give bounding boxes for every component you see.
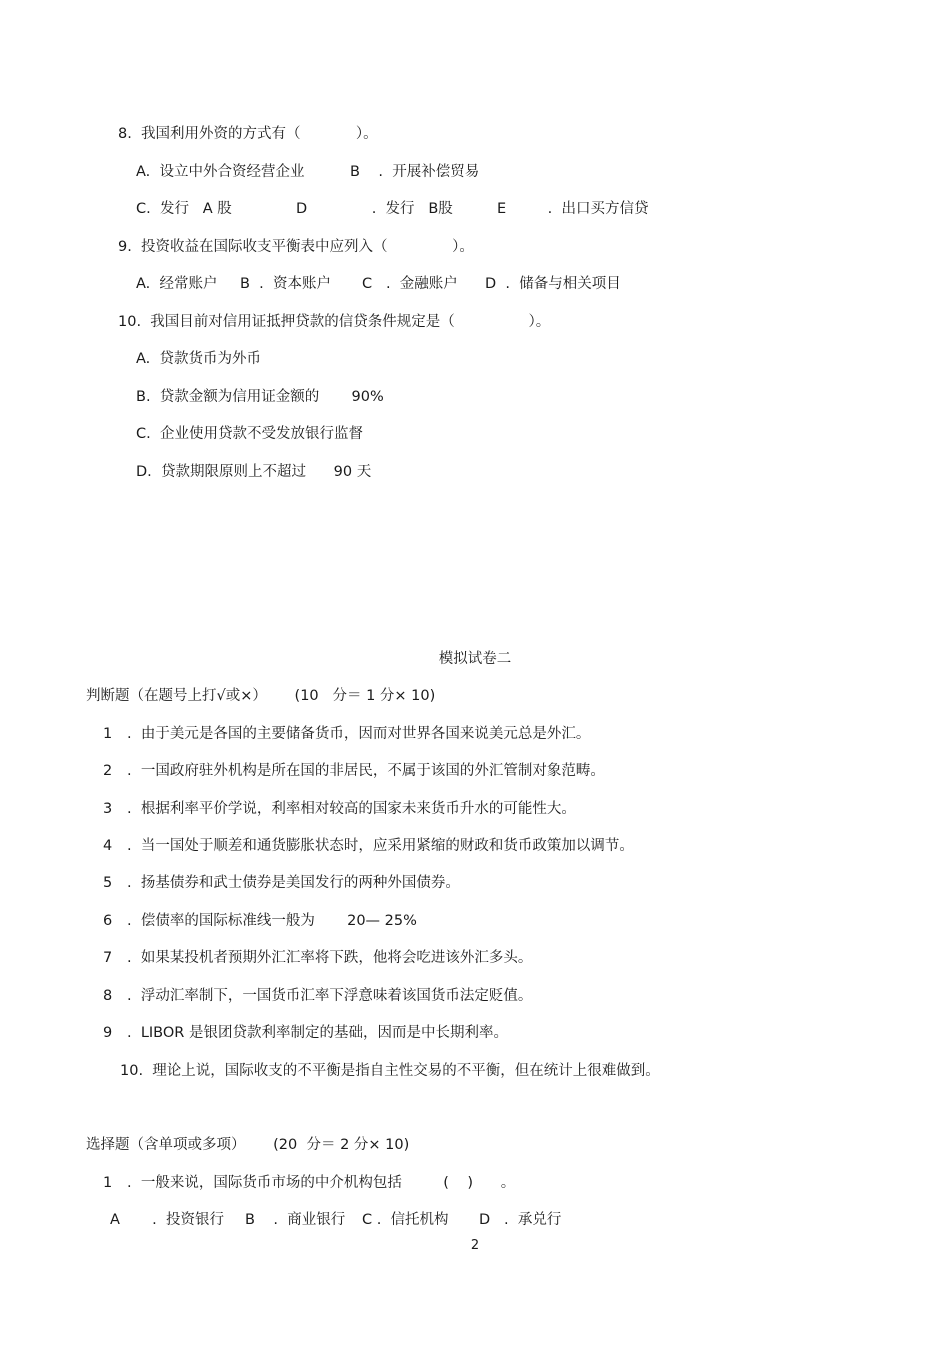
question-8-option-b: B . 开展补偿贸易 [350,164,480,180]
judge-item-text: . 如果某投机者预期外汇汇率将下跌，他将会吃进该外汇多头。 [127,950,533,966]
question-8-option-c: C. 发行 A 股 [136,201,232,217]
judge-item-text: . 偿债率的国际标准线一般为 20— 25% [127,913,417,929]
judge-item-text: . 一国政府驻外机构是所在国的非居民，不属于该国的外汇管制对象范畴。 [127,763,605,779]
judge-item-text: . 根据利率平价学说，利率相对较高的国家未来货币升水的可能性大。 [127,801,576,817]
judge-item-number: 2 [103,763,113,779]
judge-item-text: . 浮动汇率制下，一国货币汇率下浮意味着该国货币法定贬值。 [127,988,533,1004]
judge-item-number: 4 [103,838,113,854]
choice-question-1-option-d: D . 承兑行 [479,1212,562,1228]
judge-item-text: . 扬基债券和武士债券是美国发行的两种外国债券。 [127,875,460,891]
question-8-option-e: E . 出口买方信贷 [497,201,649,217]
question-9-option-a: A. 经常账户 [136,276,218,292]
question-10-option-a: A. 贷款货币为外币 [136,351,261,367]
choice-section-heading: 选择题（含单项或多项） (20 分＝ 2 分× 10) [86,1137,410,1153]
question-9-option-c: C . 金融账户 [362,276,458,292]
question-9-option-b: B . 资本账户 [240,276,331,292]
question-8-option-d: D . 发行 B股 [296,201,453,217]
question-8-option-a: A. 设立中外合资经营企业 [136,164,305,180]
judge-item-number: 3 [103,801,113,817]
judge-item-10: 10. 理论上说，国际收支的不平衡是指自主性交易的不平衡，但在统计上很难做到。 [120,1063,660,1079]
judge-item-text: . LIBOR 是银团贷款利率制定的基础，因而是中长期利率。 [127,1025,508,1041]
judge-item-text: . 由于美元是各国的主要储备货币，因而对世界各国来说美元总是外汇。 [127,726,591,742]
choice-question-1-stem: . 一般来说，国际货币市场的中介机构包括 ( ) 。 [127,1175,516,1191]
judge-item-number: 5 [103,875,113,891]
choice-question-1-option-a: A . 投资银行 [110,1212,225,1228]
question-9-stem: 9. 投资收益在国际收支平衡表中应列入（ ）。 [118,239,474,255]
question-10-option-d: D. 贷款期限原则上不超过 90 天 [136,464,372,480]
choice-question-1-number: 1 [103,1175,113,1191]
judge-item-number: 7 [103,950,113,966]
question-8-stem: 8. 我国利用外资的方式有（ ）。 [118,126,378,142]
judge-item-number: 8 [103,988,113,1004]
judge-item-text: . 当一国处于顺差和通货膨胀状态时，应采用紧缩的财政和货币政策加以调节。 [127,838,634,854]
question-9-option-d: D . 储备与相关项目 [485,276,621,292]
judge-item-number: 6 [103,913,113,929]
judge-section-heading: 判断题（在题号上打√或×） (10 分＝ 1 分× 10) [86,688,436,704]
question-10-stem: 10. 我国目前对信用证抵押贷款的信贷条件规定是（ ）。 [118,314,551,330]
question-10-option-c: C. 企业使用贷款不受发放银行监督 [136,426,363,442]
exam-title: 模拟试卷二 [438,651,512,667]
judge-item-number: 1 [103,726,113,742]
question-10-option-b: B. 贷款金额为信用证金额的 90% [136,389,384,405]
page-number: 2 [470,1238,480,1253]
judge-item-number: 9 [103,1025,113,1041]
choice-question-1-option-c: C . 信托机构 [362,1212,449,1228]
choice-question-1-option-b: B . 商业银行 [245,1212,346,1228]
